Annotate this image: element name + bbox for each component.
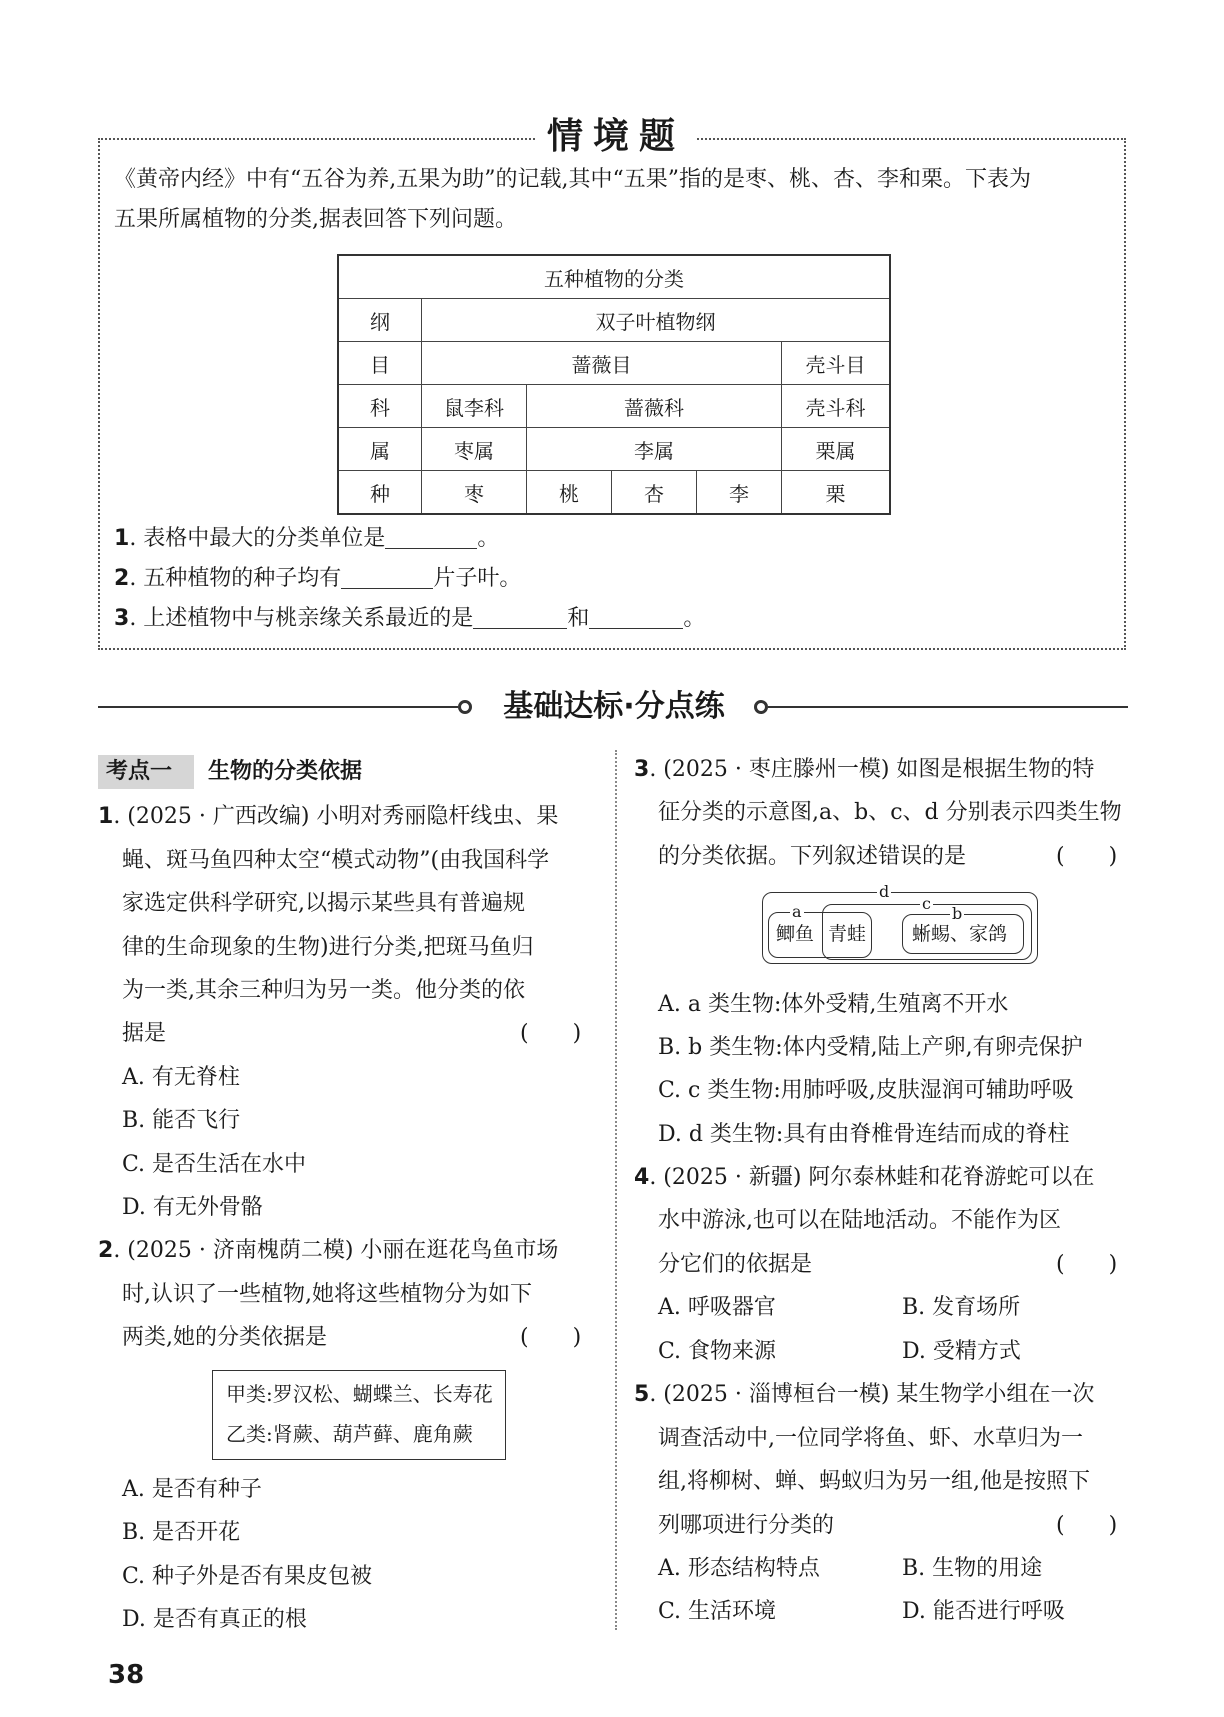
table-row xyxy=(338,471,890,515)
diagram-others: 蜥蜴、家鸽 xyxy=(912,923,1008,945)
scenario-question-1: 1. 表格中最大的分类单位是 。 xyxy=(114,526,500,551)
diagram-label-b: b xyxy=(952,904,963,923)
classification-table xyxy=(337,254,891,515)
question-4-line: 4. (2025 · 新疆) 阿尔泰林蛙和花脊游蛇可以在 xyxy=(634,1165,1095,1190)
diagram-label-d: d xyxy=(879,882,890,901)
option-b[interactable]: B. 生物的用途 xyxy=(902,1556,1043,1581)
answer-blank[interactable] xyxy=(385,526,477,549)
option-b[interactable]: B. 是否开花 xyxy=(122,1520,241,1545)
kaodian-label: 考点一 xyxy=(106,759,173,784)
banner-ring-right xyxy=(754,700,768,714)
option-c[interactable]: C. 种子外是否有果皮包被 xyxy=(122,1564,373,1589)
table-cell: 壳斗目 xyxy=(782,342,891,385)
table-row xyxy=(338,428,890,471)
diagram-label-a: a xyxy=(792,902,802,921)
answer-bracket[interactable]: ( ) xyxy=(1056,1252,1118,1277)
question-1-line: 蝇、斑马鱼四种太空“模式动物”(由我国科学 xyxy=(122,848,550,873)
question-5-line: 组,将柳树、蝉、蚂蚁归为另一组,他是按照下 xyxy=(658,1469,1090,1494)
table-cell: 桃 xyxy=(527,471,612,515)
table-cell: 栗属 xyxy=(782,428,891,471)
table-row xyxy=(338,299,890,342)
answer-blank[interactable] xyxy=(473,606,567,629)
banner-rule-right xyxy=(768,706,1128,708)
table-cell: 蔷薇目 xyxy=(422,342,782,385)
diagram-label-c: c xyxy=(922,894,931,913)
option-d[interactable]: D. 受精方式 xyxy=(902,1339,1021,1364)
question-1-line: 家选定供科学研究,以揭示某些具有普遍规 xyxy=(122,891,525,916)
page-number: 38 xyxy=(108,1660,145,1690)
option-c[interactable]: C. c 类生物:用肺呼吸,皮肤湿润可辅助呼吸 xyxy=(658,1078,1074,1103)
question-3-line: 3. (2025 · 枣庄滕州一模) 如图是根据生物的特 xyxy=(634,757,1095,782)
answer-bracket[interactable]: ( ) xyxy=(520,1325,582,1350)
banner-rule-left xyxy=(98,706,458,708)
table-cell: 枣属 xyxy=(422,428,527,471)
scenario-title: 情境题 xyxy=(536,112,696,162)
table-rank-cell: 目 xyxy=(338,342,422,385)
table-row xyxy=(338,385,890,428)
question-5-line: 调查活动中,一位同学将鱼、虾、水草归为一 xyxy=(658,1426,1083,1451)
question-1-line: 律的生命现象的生物)进行分类,把斑马鱼归 xyxy=(122,935,534,960)
option-c[interactable]: C. 食物来源 xyxy=(658,1339,777,1364)
table-caption: 五种植物的分类 xyxy=(338,255,890,299)
table-cell: 壳斗科 xyxy=(782,385,891,428)
answer-blank[interactable] xyxy=(341,566,433,589)
answer-bracket[interactable]: ( ) xyxy=(1056,844,1118,869)
class-jia: 甲类:罗汉松、蝴蝶兰、长寿花 xyxy=(226,1382,493,1406)
question-5-line: 列哪项进行分类的 xyxy=(658,1513,835,1538)
question-3-line: 征分类的示意图,a、b、c、d 分别表示四类生物 xyxy=(658,800,1122,825)
scenario-question-2: 2. 五种植物的种子均有 片子叶。 xyxy=(114,566,522,591)
option-a[interactable]: A. 形态结构特点 xyxy=(658,1556,820,1581)
banner-ring-left xyxy=(458,700,472,714)
table-cell: 栗 xyxy=(782,471,891,515)
question-5-line: 5. (2025 · 淄博桓台一模) 某生物学小组在一次 xyxy=(634,1382,1095,1407)
table-row xyxy=(338,342,890,385)
table-cell: 李 xyxy=(697,471,782,515)
table-cell: 李属 xyxy=(527,428,782,471)
question-4-line: 分它们的依据是 xyxy=(658,1252,813,1277)
option-d[interactable]: D. 有无外骨骼 xyxy=(122,1195,263,1220)
table-rank-cell: 种 xyxy=(338,471,422,515)
answer-bracket[interactable]: ( ) xyxy=(1056,1513,1118,1538)
table-rank-cell: 属 xyxy=(338,428,422,471)
question-1-line: 据是 xyxy=(122,1021,167,1046)
table-cell: 杏 xyxy=(612,471,697,515)
table-rank-cell: 纲 xyxy=(338,299,422,342)
kaodian-title: 生物的分类依据 xyxy=(208,759,363,784)
answer-bracket[interactable]: ( ) xyxy=(520,1021,582,1046)
question-3-line: 的分类依据。下列叙述错误的是 xyxy=(658,844,967,869)
option-a[interactable]: A. 呼吸器官 xyxy=(658,1295,776,1320)
option-b[interactable]: B. 能否飞行 xyxy=(122,1108,241,1133)
table-cell: 双子叶植物纲 xyxy=(422,299,891,342)
option-b[interactable]: B. 发育场所 xyxy=(902,1295,1021,1320)
table-cell: 枣 xyxy=(422,471,527,515)
option-c[interactable]: C. 生活环境 xyxy=(658,1599,777,1624)
question-2-line: 2. (2025 · 济南槐荫二模) 小丽在逛花鸟鱼市场 xyxy=(98,1238,559,1263)
scenario-intro-line-1: 《黄帝内经》中有“五谷为养,五果为助”的记载,其中“五果”指的是枣、桃、杏、李和栗。下表为 xyxy=(114,167,1031,192)
diagram-frog: 青蛙 xyxy=(828,923,867,945)
option-d[interactable]: D. 是否有真正的根 xyxy=(122,1607,307,1632)
question-1-line: 为一类,其余三种归为另一类。他分类的依 xyxy=(122,978,525,1003)
class-yi: 乙类:肾蕨、葫芦藓、鹿角蕨 xyxy=(226,1422,473,1446)
column-divider xyxy=(615,750,617,1630)
answer-blank[interactable] xyxy=(589,606,683,629)
question-2-line: 两类,她的分类依据是 xyxy=(122,1325,327,1350)
option-a[interactable]: A. 是否有种子 xyxy=(122,1477,262,1502)
section-banner: 基础达标·分点练 xyxy=(503,689,725,724)
question-2-line: 时,认识了一些植物,她将这些植物分为如下 xyxy=(122,1282,532,1307)
table-cell: 鼠李科 xyxy=(422,385,527,428)
option-b[interactable]: B. b 类生物:体内受精,陆上产卵,有卵壳保护 xyxy=(658,1035,1083,1060)
option-a[interactable]: A. 有无脊柱 xyxy=(122,1065,240,1090)
question-1-line: 1. (2025 · 广西改编) 小明对秀丽隐杆线虫、果 xyxy=(98,804,559,829)
option-d[interactable]: D. 能否进行呼吸 xyxy=(902,1599,1065,1624)
option-a[interactable]: A. a 类生物:体外受精,生殖离不开水 xyxy=(658,992,1009,1017)
scenario-question-3: 3. 上述植物中与桃亲缘关系最近的是 和 。 xyxy=(114,606,706,631)
diagram-fish: 鲫鱼 xyxy=(776,923,815,945)
question-4-line: 水中游泳,也可以在陆地活动。不能作为区 xyxy=(658,1208,1061,1233)
table-cell: 蔷薇科 xyxy=(527,385,782,428)
option-d[interactable]: D. d 类生物:具有由脊椎骨连结而成的脊柱 xyxy=(658,1122,1070,1147)
scenario-intro-line-2: 五果所属植物的分类,据表回答下列问题。 xyxy=(114,207,517,232)
option-c[interactable]: C. 是否生活在水中 xyxy=(122,1152,307,1177)
table-rank-cell: 科 xyxy=(338,385,422,428)
